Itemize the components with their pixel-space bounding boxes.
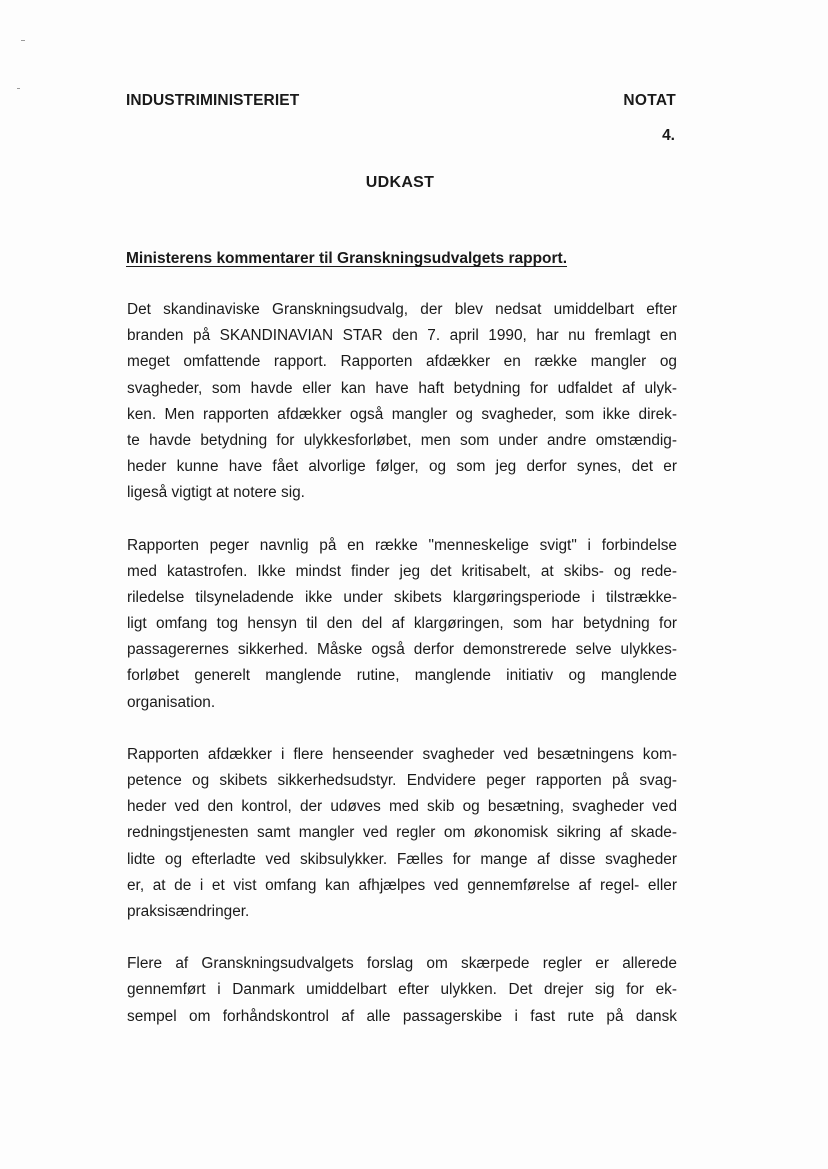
paragraph — [127, 297, 677, 507]
paragraph — [127, 533, 677, 716]
scan-artifact — [21, 40, 25, 41]
text-line: Det skandinaviske Granskningsudvalg, der blev nedsat umiddelbart efter — [127, 301, 677, 318]
text-line: organisation. — [127, 693, 216, 711]
text-line: svagheder, som havde eller kan have haft betydning for udfaldet af ulyk- — [127, 379, 677, 397]
scan-artifact — [17, 88, 20, 89]
text-line: er, at de i et vist omfang kan afhjælpes ved gennemførelse af regel- eller — [127, 876, 677, 894]
text-line: gennemført i Danmark umiddelbart efter ulykken. Det drejer sig for ek- — [127, 981, 677, 999]
text-line: lidte og efterladte ved skibsulykker. Fælles for mange af disse svagheder — [127, 850, 677, 868]
ministry-header: INDUSTRIMINISTERIET — [126, 92, 300, 109]
section-heading: Ministerens kommentarer til Granskningsudvalgets rapport. — [126, 250, 568, 267]
text-line: passagerernes sikkerhed. Måske også derfor demonstrerede selve ulykkes- — [127, 641, 677, 659]
text-line: Rapporten peger navnlig på en række "menneskelige svigt" i forbindelse — [127, 536, 677, 554]
text-line: te havde betydning for ulykkesforløbet, men som under andre omstændig- — [127, 431, 677, 449]
text-line: forløbet generelt manglende rutine, manglende initiativ og manglende — [127, 667, 677, 685]
page-number: 4. — [662, 127, 675, 144]
text-line: petence og skibets sikkerhedsudstyr. Endvidere peger rapporten på svag- — [127, 772, 677, 789]
text-line: branden på SKANDINAVIAN STAR den 7. april 1990, har nu fremlagt en — [127, 327, 677, 345]
text-line: redningstjenesten samt mangler ved regler om økonomisk sikring af skade- — [127, 824, 677, 842]
text-line: ligt omfang tog hensyn til den del af klargøringen, som har betydning for — [127, 615, 677, 633]
text-line: riledelse tilsyneladende ikke under skibets klargøringsperiode i tilstrække- — [127, 588, 677, 606]
text-line: ken. Men rapporten afdækker også mangler og svagheder, som ikke direk- — [127, 405, 677, 423]
draft-title: UDKAST — [365, 174, 435, 191]
text-line: praksisændringer. — [127, 902, 250, 920]
paragraph — [127, 951, 677, 1030]
document-type: NOTAT — [623, 92, 676, 109]
text-line: sempel om forhåndskontrol af alle passagerskibe i fast rute på dansk — [127, 1007, 677, 1025]
text-line: med katastrofen. Ikke mindst finder jeg det kritisabelt, at skibs- og rede- — [127, 562, 677, 580]
body-text — [127, 297, 677, 1056]
text-line: ligeså vigtigt at notere sig. — [127, 484, 305, 502]
text-line: heder kunne have fået alvorlige følger, og som jeg derfor synes, det er — [127, 458, 677, 476]
text-line: Flere af Granskningsudvalgets forslag om skærpede regler er allerede — [127, 955, 677, 973]
text-line: meget omfattende rapport. Rapporten afdækker en række mangler og — [127, 353, 677, 371]
text-line: Rapporten afdækker i flere henseender svagheder ved besætningens kom- — [127, 745, 677, 763]
paragraph — [127, 742, 677, 925]
text-line: heder ved den kontrol, der udøves med skib og besætning, svagheder ved — [127, 798, 677, 816]
